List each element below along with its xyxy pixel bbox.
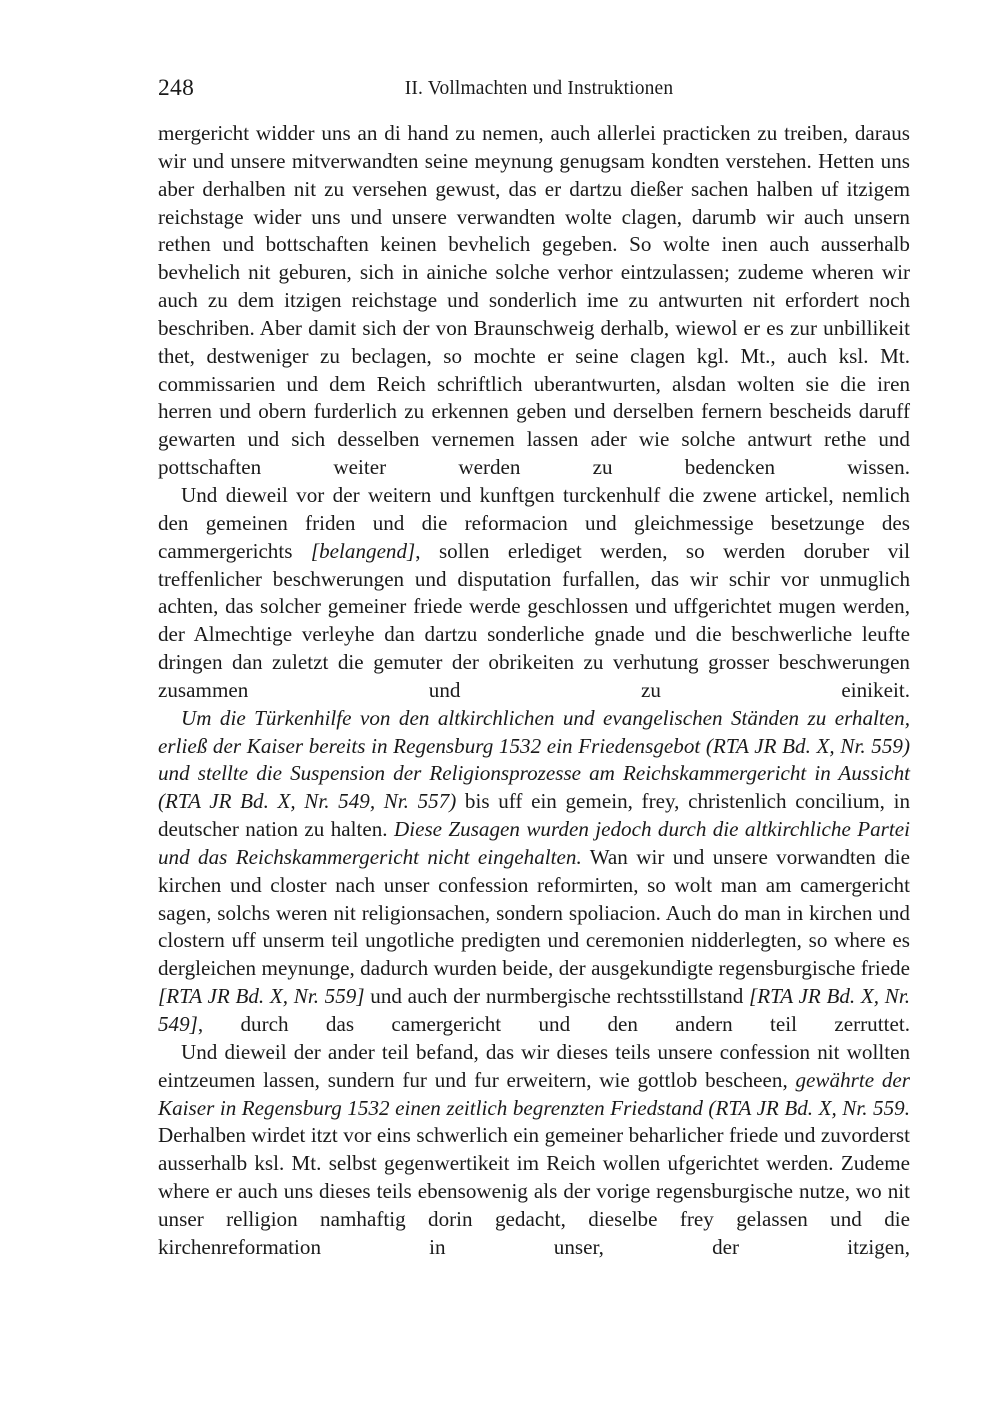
editorial-note-italic: [belangend] <box>310 538 416 563</box>
source-text-roman: und auch der nurmbergische rechtsstillstand <box>364 984 750 1009</box>
source-text-roman: Derhalben wirdet itzt vor eins schwerlich ein gemeiner beharlicher friede und zuvorderst ausserhalb ksl. Mt. selbst gegenwertikeit im Reich wollen ufgerichtet werden. Zudeme where er auch uns dieses teils ebensowenig als der vorige regensburgische nutze, wo nit unser relligion namhaftig dorin gedacht, dieselbe frey gelassen und die kirchenreformation in unser, der itzigen, <box>158 1123 910 1259</box>
editorial-note-italic: Diese Zusagen wurden jedoch durch die altkirchliche Partei und das Reichskammergericht nicht eingehalten. <box>158 817 910 869</box>
paragraph-continuation <box>158 120 910 482</box>
source-text-roman: , sollen erlediget werden, so werden doruber vil treffenlicher beschwerungen und disputation furfallen, das wir schir vor unmuglich achten, das solcher gemeiner friede werde geschlossen und uffgerichtet mugen werden, der Almechtige verleyhe dan dartzu sonderliche gnade und die beschwerliche leufte dringen dan zuletzt die gemuter der obrikeiten zu verhutung grosser beschwerungen zusammen und zu einikeit. <box>158 538 911 702</box>
source-text-roman: bis uff ein gemein, frey, christenlich concilium, in deutscher nation zu halten. <box>158 789 910 842</box>
running-head <box>158 74 910 108</box>
source-text-roman: Und dieweil vor der weitern und kunftgen turckenhulf die zwene artickel, nemlich den gemeinen friden und die reformacion und gleichmessige besetzunge des cammergerichts <box>158 482 910 563</box>
source-text-roman: Und dieweil der ander teil befand, das wir dieses teils unsere confession nit wollten eintzeumen lassen, sundern fur und fur erweitern, wie gottlob bescheen, <box>158 1039 910 1092</box>
editorial-note-italic: gewährte der Kaiser in Regensburg 1532 einen zeitlich begrenzten Friedstand (RTA JR Bd. X, Nr. 559. <box>158 1067 910 1120</box>
source-text-roman: , durch das camergericht und den andern teil zerruttet. <box>197 1012 910 1036</box>
page-number: 248 <box>158 75 195 101</box>
running-head-title: II. Vollmachten und Instruktionen <box>404 78 674 99</box>
editorial-note-italic: [RTA JR Bd. X, Nr. 559] <box>158 984 365 1009</box>
paragraph <box>158 705 910 1039</box>
paragraph <box>158 482 910 705</box>
source-text-roman: mergericht widder uns an di hand zu nemen, auch allerlei practicken zu treiben, daraus wir und unsere mitverwandten seine meynung genugsam kondten verstehen. Hetten uns aber derhalben nit zu versehen gewust, das er dartzu dießer sachen halben uf itzigem reichstage wider uns und unsere verwandten wolte clagen, darumb wir auch unsern rethen und bottschaften keinen bevhelich gegeben. So wolte inen auch ausserhalb bevhelich nit geburen, sich in ainiche solche verhor eintzulassen; zudeme wheren wir auch zu dem itzigen reichstage und sonderlich ime zu antwurten nit erfordert noch beschriben. Aber damit sich der von Braunschweig derhalb, wiewol er es zur unbillikeit thet, destweniger zu beclagen, so mochte er seine clagen kgl. Mt., auch ksl. Mt. commissarien und dem Reich schriftlich uberantwurten, alsdan wolten sie die iren herren und obern furderlich zu erkennen geben und derselben fernern bescheids daruff gewarten und sich desselben vernemen lassen ader wie solche antwurt rethe und pottschaften weiter werden zu bedencken wissen. <box>158 121 910 480</box>
paragraph <box>158 1039 910 1262</box>
editorial-note-italic: Um die Türkenhilfe von den altkirchlichen und evangelischen Ständen zu erhalten, erließ der Kaiser bereits in Regensburg 1532 ein Friedensgebot (RTA JR Bd. X, Nr. 559) und stellte die Suspension der Religionsprozesse am Reichskammergericht in Aussicht (RTA JR Bd. X, Nr. 549, Nr. 557) <box>158 705 910 814</box>
source-text-roman: Wan wir und unsere vorwandten die kirchen und closter nach unser confession reformirten, so wolt man am camergericht sagen, solchs weren nit religionsachen, sondern spoliacion. Auch do man in kirchen und clostern uff unserm teil ungotliche predigten und ceremonien nidderlegten, so where es dergleichen meynunge, dadurch wurden beide, der ausgekundigte regensburgische friede <box>158 844 910 981</box>
editorial-note-italic: [RTA JR Bd. X, Nr. 549] <box>158 984 911 1036</box>
body-text-block <box>158 120 910 1262</box>
